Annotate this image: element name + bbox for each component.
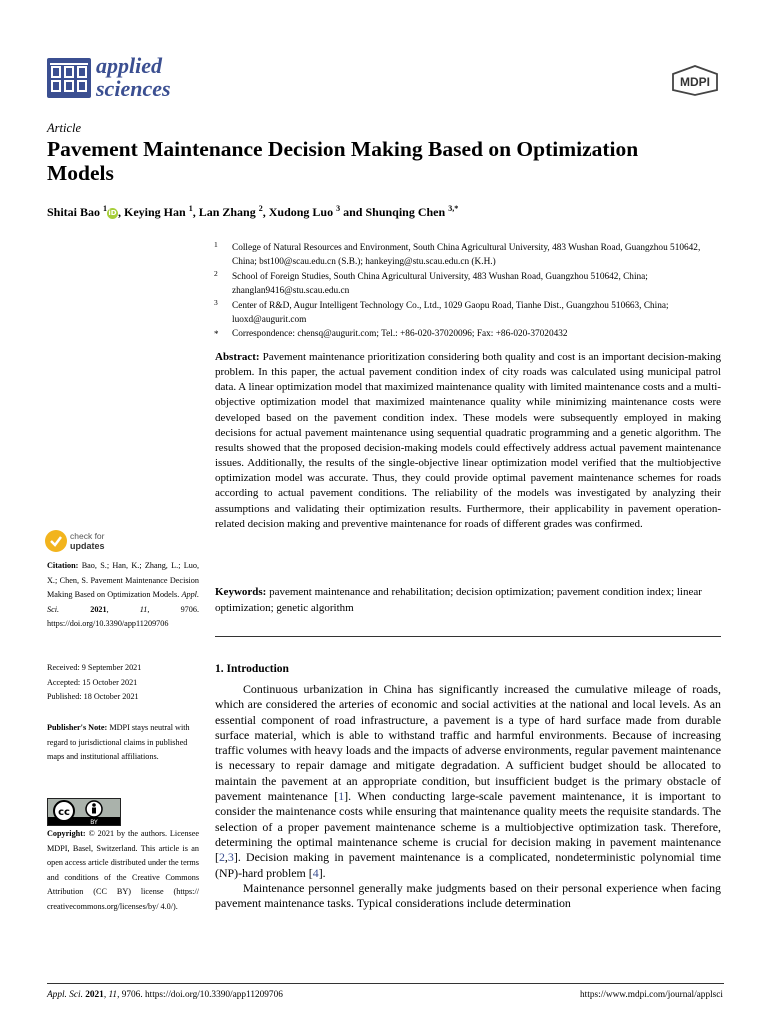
affiliation-item	[214, 241, 724, 270]
check-for-updates-button[interactable]	[45, 530, 185, 554]
author-sup: 1	[188, 204, 193, 213]
footer-journal-url[interactable]: https://www.mdpi.com/journal/applsci	[580, 990, 723, 1000]
author-name: Keying Han	[124, 205, 186, 219]
citation-link[interactable]: 3	[227, 850, 234, 865]
article-type: Article	[47, 121, 82, 135]
journal-name	[96, 54, 171, 100]
publisher-logo-text: MDPI	[680, 75, 710, 89]
paragraph: Continuous urbanization in China has significantly increased the cumulative mileage of roads, which are considered the arteries of economic and social activities at the national and local levels. As an essential component of road infrastructure, a pavement is a type of hard surface made from durable surface material, which is able to withstand traffic and harmful environments. Because of increasing traffic volumes with heavy loads and the impacts of adverse environments, regular pavement maintenance is necessary to repair damage and mitigate degradation. A sufficient budget should be allocated to maintain the pavement at an appropriate condition, but insufficient budget is the primary obstacle of pavement maintenance [1]. When conducting large-scale pavement maintenance, it is important to consider the maintenance costs while ensuring that maintenance quality meets the requisite standards. The selection of a proper pavement maintenance scheme is a multiobjective optimization task. Therefore, determining the optimal maintenance scheme is crucial for decision making in pavement maintenance [2,3]. Decision making in pavement maintenance is a complicated, nondeterministic polynomial time (NP)-hard problem [4].	[215, 682, 721, 880]
publisher-note-label: Publisher's Note:	[47, 723, 108, 732]
journal-name-line1: applied	[96, 53, 162, 78]
page-title: Pavement Maintenance Decision Making Based on Optimization Models	[47, 137, 639, 185]
citation-link[interactable]: 2	[218, 850, 225, 865]
author-sup: 2	[258, 204, 263, 213]
keywords-label: Keywords:	[215, 586, 267, 598]
affiliations	[214, 241, 724, 342]
author-list: Shitai Bao $^1$iD, Keying Han $^1$, Lan Zhang $^2$, Xudong Luo $^3$ and Shunqing Chen $^{3,*}$	[47, 204, 459, 219]
affiliation-item	[214, 299, 724, 328]
affiliation-item	[214, 270, 724, 299]
affiliation-mark: 1	[214, 240, 218, 249]
author-sup: 3	[336, 204, 341, 213]
author-name: Shunqing Chen	[365, 205, 446, 219]
author-name: Xudong Luo	[268, 205, 334, 219]
affiliation-text: Correspondence: chensq@augurit.com; Tel.: +86-020-37020096; Fax: +86-020-37020432	[232, 329, 568, 340]
citation-label: Citation:	[47, 561, 79, 570]
citation-doi[interactable]: , 9706. https://doi.org/10.3390/app11209706	[47, 604, 200, 628]
publisher-note-text: MDPI stays neutral with regard to jurisdictional claims in published maps and institutional affiliations.	[47, 723, 190, 761]
paragraph-text: ].	[318, 865, 326, 880]
author-sup: 3,*	[448, 204, 459, 213]
paragraph-text: ]. When conducting large-scale pavement maintenance, it is important to consider the maintenance costs while ensuring that maintenance quality meets the requisite standards. The selection of a proper pavement maintenance scheme is a multiobjective optimization task. Therefore, determining the optimal maintenance scheme is crucial for decision making in pavement maintenance [	[215, 789, 721, 865]
author-name: Shitai Bao	[47, 205, 101, 219]
divider	[215, 636, 721, 637]
publisher-note	[47, 721, 199, 765]
cc-by-license-icon[interactable]	[47, 798, 121, 826]
keywords	[215, 585, 721, 616]
affiliation-mark: *	[214, 329, 219, 340]
paragraph: Maintenance personnel generally make judgments based on their personal experience when facing pavement maintenance tasks. Typical considerations include determination	[215, 880, 721, 911]
body-text	[215, 682, 721, 911]
affiliation-text: Center of R&D, Augur Intelligent Technology Co., Ltd., 1029 Gaopu Road, Tianhe Dist., Guangzhou 510663, China; luoxd@augurit.com	[232, 300, 669, 326]
citation-link[interactable]: 4	[312, 865, 319, 880]
copyright-label: Copyright:	[47, 829, 86, 838]
citation-text: Bao, S.; Han, K.; Zhang, L.; Luo, X.; Chen, S. Pavement Maintenance Decision Making Based on Optimization Models.	[47, 561, 199, 599]
citation-block: Citation: Bao, S.; Han, K.; Zhang, L.; Luo, X.; Chen, S. Pavement Maintenance Decision Making Based on Optimization Models. Appl. Sci. 2021, 11, 9706. https://doi.org/10.3390/app11209706	[47, 561, 200, 628]
footer-divider	[47, 983, 724, 984]
citation-link[interactable]: 1	[338, 789, 345, 804]
footer-doi[interactable]: , 9706. https://doi.org/10.3390/app11209706	[117, 990, 283, 1000]
journal-logo-icon	[47, 58, 91, 98]
footer-volume: 11	[108, 990, 118, 1000]
date-received: Received: 9 September 2021	[47, 663, 142, 672]
affiliation-mark: 3	[214, 297, 218, 307]
citation-volume: 11	[139, 604, 148, 614]
abstract	[215, 350, 721, 532]
footer-journal: Appl. Sci.	[47, 990, 83, 1000]
author-name: Lan Zhang	[198, 205, 256, 219]
abstract-label: Abstract:	[215, 351, 260, 363]
date-published: Published: 18 October 2021	[47, 692, 139, 701]
copyright-block	[47, 827, 199, 914]
check-updates-line2: updates	[70, 541, 105, 551]
citation-journal: Appl. Sci.	[47, 590, 199, 614]
journal-name-line2: sciences	[96, 76, 171, 101]
date-accepted: Accepted: 15 October 2021	[47, 677, 138, 687]
keywords-text: pavement maintenance and rehabilitation; decision optimization; pavement condition index; linear optimization; genetic algorithm	[215, 586, 702, 614]
check-updates-icon	[45, 530, 67, 552]
footer-citation: Appl. Sci. 2021, 11, 9706. https://doi.org/10.3390/app11209706	[47, 990, 283, 1000]
copyright-text: © 2021 by the authors. Licensee MDPI, Basel, Switzerland. This article is an open access article distributed under the terms and conditions of the Creative Commons Attribution (CC BY) license (https:// creativecommons.org/licenses/by/ 4.0/).	[47, 829, 200, 911]
footer-year: 2021	[85, 990, 104, 1000]
orcid-icon[interactable]: iD	[108, 208, 117, 217]
cc-logo-text: cc	[58, 807, 70, 818]
check-updates-line1: check for	[70, 531, 105, 541]
mdpi-logo-icon	[667, 64, 723, 96]
affiliation-text: College of Natural Resources and Environment, South China Agricultural University, 483 Wushan Road, Guangzhou 510642, China; bst100@scau.edu.cn (S.B.); hankeying@stu.scau.edu.cn (K.H.)	[232, 243, 701, 268]
author-sup: 1	[103, 204, 108, 213]
paragraph-text: ]. Decision making in pavement maintenance is a complicated, nondeterministic polynomial time (NP)-hard problem [	[215, 850, 721, 880]
check-updates-label	[70, 531, 105, 551]
dates-block	[47, 661, 199, 705]
affiliation-mark: 2	[214, 268, 218, 278]
citation-year: 2021	[90, 604, 107, 614]
paragraph-text: Continuous urbanization in China has significantly increased the cumulative mileage of roads, which are considered the arteries of economic and social activities at the national and local levels. As an essential component of road infrastructure, a pavement is a type of hard surface made from durable surface material, which is able to withstand traffic and harmful environments. Because of increasing traffic volumes with heavy loads and the impacts of adverse environments, regular pavement maintenance is necessary to repair damage and mitigate degradation. A sufficient budget should be allocated to maintain the pavement at an appropriate condition, but insufficient budget is the primary obstacle of pavement maintenance [	[215, 682, 721, 804]
abstract-text: Pavement maintenance prioritization considering both quality and cost is an important decision-making problem. In this paper, the actual pavement condition index of city roads was calculated using municipal patrol data. A linear optimization model that maximized maintenance quality with limited maintenance costs and a multi-objective optimization model that maximized maintenance quality while minimizing maintenance costs were developed based on the pavement condition index. These models were subsequently employed in making decisions for actual pavement maintenance using sequential quadratic programming and a genetic algorithm. The results showed that the proposed decision-making models could effectively address actual pavement maintenance issues. Additionally, the results of the single-objective linear optimization model verified that the multiobjective optimization model was accurate. Thus, they could provide optimal pavement maintenance schemes for roads according to actual pavement conditions. The reliability of the models was investigated by analyzing their assumptions and validating their optimization results. Furthermore, their applicability in pavement operation-related decision making and preventive maintenance for roads of different grades was confirmed.	[215, 351, 722, 530]
cc-by-text: BY	[90, 819, 98, 825]
affiliation-item	[214, 327, 724, 341]
section-heading: 1. Introduction	[215, 663, 289, 675]
affiliation-text: School of Foreign Studies, South China Agricultural University, 483 Wushan Road, Guangzhou 510642, China; zhanglan9416@stu.scau.edu.cn	[232, 271, 648, 297]
